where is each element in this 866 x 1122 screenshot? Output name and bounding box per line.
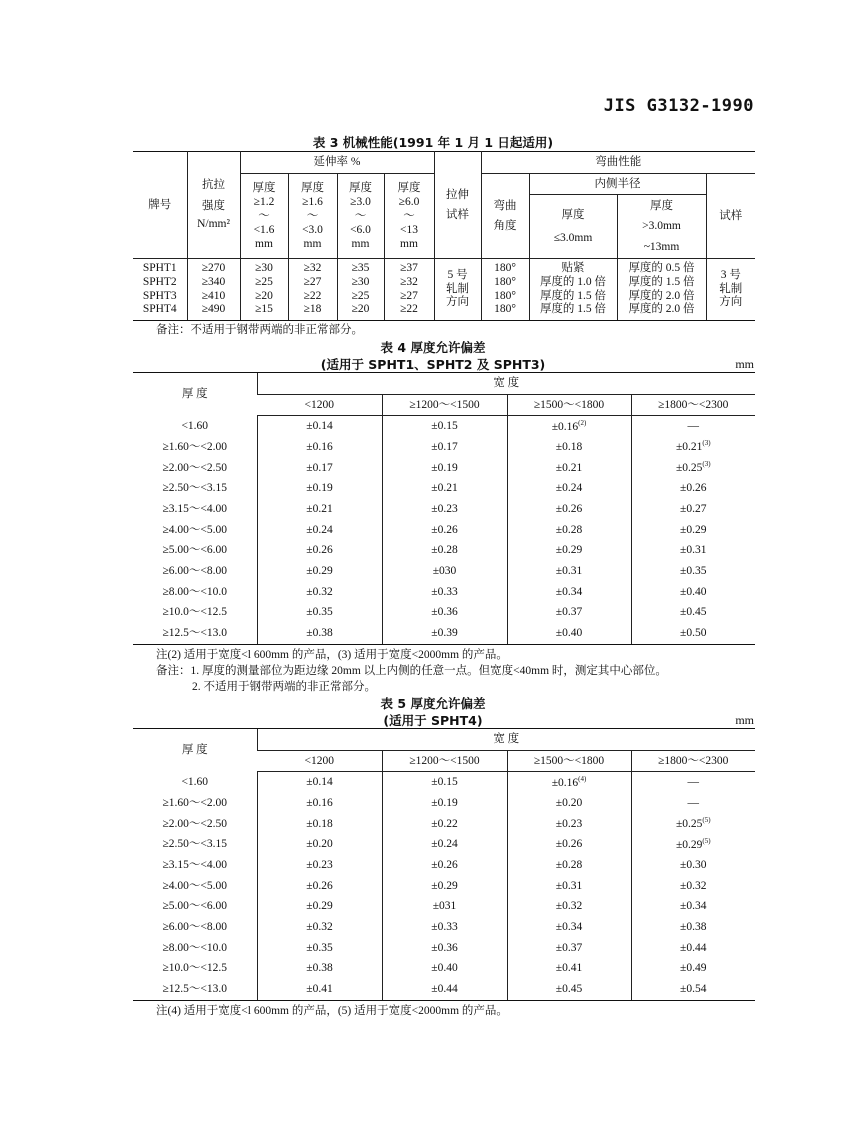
tolerance-cell (257, 813, 382, 834)
tolerance-cell (631, 793, 755, 814)
bend-angle-header: 弯曲 角度 (481, 174, 529, 259)
thickness-cell: ≥5.00～<6.00 (162, 900, 228, 913)
width-col: ≥1500～<1800 (507, 751, 631, 772)
thickness-header: 厚 度 (133, 729, 257, 772)
tolerance-cell (631, 478, 755, 499)
tolerance-cell (257, 437, 382, 458)
bend-specimen-cell: 3 号 轧制 方向 (706, 259, 755, 321)
tolerance-value: ±0.23 (431, 502, 458, 515)
table4-note1: 注(2) 适用于宽度<l 600mm 的产品，(3) 适用于宽度<2000mm 的产品。 (156, 649, 508, 661)
tolerance-value: ±0.16 (306, 796, 333, 809)
tolerance-cell (507, 834, 631, 855)
table-row (133, 416, 755, 437)
table3-title: 表 3 机械性能(1991 年 1 月 1 日起适用) (312, 135, 554, 150)
table-row (133, 772, 755, 793)
tolerance-value: ±0.34 (555, 585, 583, 598)
tolerance-value: ±0.49 (680, 962, 707, 975)
tolerance-cell (382, 917, 507, 938)
thickness-cell: ≥12.5～<13.0 (133, 979, 257, 1000)
table3 (133, 151, 755, 321)
tolerance-value: ±0.31 (680, 544, 707, 557)
radius-col-2: 厚度 >3.0mm ~13mm (617, 195, 706, 259)
tolerance-cell (507, 519, 631, 540)
tolerance-cell (382, 416, 507, 437)
thickness-cell: <1.60 (181, 775, 209, 788)
tolerance-value: ±0.50 (680, 627, 707, 640)
tolerance-cell (257, 834, 382, 855)
tolerance-value: ±0.29 (680, 523, 707, 536)
tolerance-cell (257, 602, 382, 623)
tolerance-cell (507, 540, 631, 561)
tolerance-value: ±0.15 (431, 776, 458, 789)
footnote-ref: (3) (702, 460, 711, 469)
document-header: JIS G3132-1990 (603, 96, 754, 116)
tolerance-value: ±0.19 (306, 482, 333, 495)
footnote-ref: (5) (702, 836, 711, 845)
tolerance-cell (631, 519, 755, 540)
table-row (133, 875, 755, 896)
thickness-cell: ≥4.00～<5.00 (162, 879, 228, 892)
radius-col-1: 厚度 ≤3.0mm (529, 195, 617, 259)
tolerance-cell (257, 896, 382, 917)
table-row (133, 834, 755, 855)
tolerance-cell (631, 958, 755, 979)
tolerance-value: ±0.26 (555, 502, 583, 515)
tolerance-cell (257, 855, 382, 876)
tolerance-value: ±0.37 (555, 941, 583, 954)
table-row (133, 938, 755, 959)
table-row (133, 478, 755, 499)
tolerance-value: ±0.21 (431, 482, 458, 495)
table-row (133, 457, 755, 478)
tolerance-cell (382, 793, 507, 814)
tolerance-cell (382, 958, 507, 979)
tolerance-value: ±0.26 (306, 544, 333, 557)
tolerance-cell (631, 582, 755, 603)
elong-col-1: 厚度 ≥1.2 ～ <1.6 mm (240, 174, 288, 259)
table-row (133, 623, 755, 644)
elong-col-4: 厚度 ≥6.0 ～ <13 mm (384, 174, 434, 259)
tolerance-value: ±0.23 (555, 817, 583, 830)
elongation-header: 延伸率 % (240, 152, 434, 174)
tolerance-value: ±0.18 (555, 440, 583, 453)
tolerance-value: ±0.20 (306, 838, 333, 851)
tensile-specimen-cell: 5 号 轧制 方向 (434, 259, 481, 321)
tolerance-value: ±0.24 (306, 523, 333, 536)
tolerance-value: ±0.45 (555, 983, 583, 996)
tolerance-cell (631, 623, 755, 644)
tolerance-value: ±0.44 (431, 983, 458, 996)
tolerance-cell (631, 896, 755, 917)
thickness-cell: ≥3.15～<4.00 (162, 502, 228, 515)
tolerance-value: ±0.24 (431, 838, 458, 851)
tolerance-value: ±0.18 (306, 817, 333, 830)
tolerance-cell (507, 623, 631, 644)
tolerance-value: ±0.22 (431, 817, 458, 830)
tolerance-cell (631, 602, 755, 623)
tolerance-value: ±0.34 (680, 900, 707, 913)
table5-subtitle: (适用于 SPHT4) (383, 713, 483, 728)
tolerance-cell (257, 582, 382, 603)
tolerance-value: ±0.28 (555, 858, 583, 871)
tolerance-cell (382, 540, 507, 561)
tolerance-cell (507, 416, 631, 437)
tolerance-value: ±0.31 (555, 879, 583, 892)
table5-unit: mm (735, 713, 754, 727)
tolerance-value: ±0.14 (306, 420, 333, 433)
tolerance-cell (507, 437, 631, 458)
tolerance-value: ±0.17 (431, 440, 458, 453)
tolerance-cell (631, 875, 755, 896)
tolerance-value: ±0.32 (680, 879, 707, 892)
tolerance-cell (257, 623, 382, 644)
table-row (133, 896, 755, 917)
tolerance-value: ±0.35 (306, 606, 333, 619)
tolerance-value: ±0.45 (680, 606, 707, 619)
elong1-cell: ≥30 ≥25 ≥20 ≥15 (240, 259, 288, 321)
table-row (133, 519, 755, 540)
tolerance-value: ±0.29 (306, 564, 333, 577)
tolerance-cell (507, 602, 631, 623)
tolerance-cell (507, 938, 631, 959)
tolerance-value: ±0.19 (431, 796, 458, 809)
tolerance-cell (257, 499, 382, 520)
width-header: 宽 度 (257, 729, 755, 751)
tolerance-cell (507, 457, 631, 478)
tolerance-cell (507, 478, 631, 499)
width-col: ≥1800～<2300 (631, 395, 755, 416)
tolerance-value: ±0.28 (431, 544, 458, 557)
table-row (133, 855, 755, 876)
tolerance-cell (257, 540, 382, 561)
thickness-cell: ≥8.00～<10.0 (162, 941, 228, 954)
thickness-cell: ≥4.00～<5.00 (162, 523, 228, 536)
thickness-cell: ≥5.00～<6.00 (162, 544, 228, 557)
width-col: ≥1500～<1800 (507, 395, 631, 416)
tolerance-value: ±030 (432, 564, 457, 577)
tolerance-value: ±0.40 (431, 962, 458, 975)
tolerance-value: ±031 (432, 900, 457, 913)
tolerance-cell (382, 457, 507, 478)
width-col: ≥1200～<1500 (382, 751, 507, 772)
tolerance-cell (257, 875, 382, 896)
tolerance-cell (382, 602, 507, 623)
thickness-cell: ≥6.00～<8.00 (162, 564, 228, 577)
width-col: <1200 (257, 395, 382, 416)
table-row (133, 602, 755, 623)
tolerance-value: ±0.30 (680, 858, 707, 871)
tolerance-value: ±0.26 (306, 879, 333, 892)
tolerance-value: ±0.21 (675, 441, 703, 454)
tolerance-cell (631, 855, 755, 876)
tensile-header: 抗拉 强度 N/mm² (187, 152, 240, 259)
thickness-cell: ≥1.60～<2.00 (162, 440, 228, 453)
tolerance-value: ±0.40 (680, 585, 707, 598)
tolerance-value: ±0.41 (306, 983, 333, 996)
tolerance-value: ±0.29 (431, 879, 458, 892)
table5 (133, 728, 755, 1001)
footnote-ref: (3) (702, 439, 711, 448)
tolerance-cell (382, 499, 507, 520)
thickness-cell: ≥12.5～<13.0 (133, 623, 257, 644)
tolerance-value: ±0.29 (675, 838, 703, 851)
table-row (133, 582, 755, 603)
tolerance-cell (507, 979, 631, 1000)
tolerance-value: ±0.14 (306, 776, 333, 789)
tolerance-cell (257, 478, 382, 499)
tolerance-value: ±0.20 (555, 796, 583, 809)
tolerance-cell (382, 561, 507, 582)
tolerance-value: ±0.37 (555, 606, 583, 619)
tolerance-value: — (687, 796, 699, 809)
tolerance-cell (382, 582, 507, 603)
elong3-cell: ≥35 ≥30 ≥25 ≥20 (337, 259, 384, 321)
tolerance-value: ±0.27 (680, 502, 707, 515)
tolerance-value: — (687, 420, 699, 433)
thickness-cell: ≥10.0～<12.5 (162, 962, 228, 975)
tolerance-value: ±0.16 (551, 776, 579, 789)
tolerance-cell (507, 561, 631, 582)
table-row (133, 793, 755, 814)
tolerance-cell (382, 855, 507, 876)
tolerance-cell (631, 772, 755, 793)
thickness-cell: ≥1.60～<2.00 (162, 796, 228, 809)
thickness-cell: ≥6.00～<8.00 (162, 920, 228, 933)
tolerance-value: ±0.35 (680, 564, 707, 577)
tolerance-cell (631, 457, 755, 478)
tolerance-value: ±0.31 (555, 564, 583, 577)
tolerance-value: ±0.26 (555, 838, 583, 851)
tolerance-cell (631, 917, 755, 938)
tolerance-cell (382, 979, 507, 1000)
thickness-cell: ≥2.00～<2.50 (162, 817, 228, 830)
tolerance-value: ±0.26 (680, 482, 707, 495)
tensile-cell: ≥270 ≥340 ≥410 ≥490 (187, 259, 240, 321)
tolerance-cell (631, 540, 755, 561)
thickness-header: 厚 度 (133, 373, 257, 416)
brands-cell: SPHT1 SPHT2 SPHT3 SPHT4 (133, 259, 187, 321)
tolerance-cell (257, 772, 382, 793)
tolerance-value: ±0.21 (555, 461, 583, 474)
tolerance-value: ±0.17 (306, 461, 333, 474)
tolerance-cell (631, 938, 755, 959)
table-row (133, 437, 755, 458)
tolerance-value: ±0.33 (431, 585, 458, 598)
tolerance-cell (257, 958, 382, 979)
elong2-cell: ≥32 ≥27 ≥22 ≥18 (288, 259, 337, 321)
thickness-cell: <1.60 (181, 419, 209, 432)
tolerance-value: ±0.21 (306, 502, 333, 515)
tolerance-cell (382, 938, 507, 959)
tolerance-cell (382, 772, 507, 793)
tolerance-value: ±0.24 (555, 482, 583, 495)
tolerance-value: ±0.34 (555, 920, 583, 933)
radius1-cell: 贴紧 厚度的 1.0 倍 厚度的 1.5 倍 厚度的 1.5 倍 (529, 259, 617, 321)
tolerance-cell (631, 561, 755, 582)
tolerance-value: ±0.32 (306, 920, 333, 933)
elong-col-2: 厚度 ≥1.6 ～ <3.0 mm (288, 174, 337, 259)
tolerance-value: ±0.35 (306, 941, 333, 954)
tolerance-cell (631, 437, 755, 458)
table4-unit: mm (735, 357, 754, 371)
tolerance-cell (507, 499, 631, 520)
table3-note: 备注：不适用于钢带两端的非正常部分。 (156, 324, 363, 336)
tolerance-cell (631, 499, 755, 520)
thickness-cell: ≥3.15～<4.00 (162, 858, 228, 871)
width-col: ≥1200～<1500 (382, 395, 507, 416)
thickness-cell: ≥2.50～<3.15 (162, 838, 228, 851)
tolerance-cell (507, 813, 631, 834)
table5-note1: 注(4) 适用于宽度<l 600mm 的产品，(5) 适用于宽度<2000mm 的产品。 (156, 1005, 508, 1017)
tolerance-value: ±0.40 (555, 627, 583, 640)
tolerance-value: ±0.32 (555, 900, 583, 913)
thickness-cell: ≥2.50～<3.15 (162, 482, 228, 495)
tolerance-cell (631, 834, 755, 855)
table-row (133, 499, 755, 520)
tolerance-cell (507, 896, 631, 917)
tolerance-cell (382, 623, 507, 644)
tolerance-cell (382, 519, 507, 540)
tolerance-value: — (687, 776, 699, 789)
tolerance-value: ±0.36 (431, 941, 458, 954)
bend-header: 弯曲性能 (481, 152, 755, 174)
table-row (133, 979, 755, 1000)
table4-title: 表 4 厚度允许偏差 (380, 340, 486, 355)
tolerance-value: ±0.16 (306, 440, 333, 453)
tolerance-cell (631, 979, 755, 1000)
tolerance-value: ±0.38 (306, 627, 333, 640)
tolerance-value: ±0.29 (306, 900, 333, 913)
table4-note3: 2. 不适用于钢带两端的非正常部分。 (192, 681, 376, 693)
radius2-cell: 厚度的 0.5 倍 厚度的 1.5 倍 厚度的 2.0 倍 厚度的 2.0 倍 (617, 259, 706, 321)
tolerance-value: ±0.38 (680, 920, 707, 933)
elong4-cell: ≥37 ≥32 ≥27 ≥22 (384, 259, 434, 321)
tolerance-cell (507, 793, 631, 814)
tensile-specimen-header: 拉伸 试样 (434, 152, 481, 259)
table4-note2: 备注：1. 厚度的测量部位为距边缘 20mm 以上内侧的任意一点。但宽度<40mm 时，测定其中心部位。 (156, 665, 667, 677)
tolerance-cell (382, 478, 507, 499)
tolerance-cell (507, 958, 631, 979)
tolerance-cell (507, 855, 631, 876)
width-col: ≥1800～<2300 (631, 751, 755, 772)
tolerance-cell (257, 519, 382, 540)
tolerance-value: ±0.29 (555, 544, 583, 557)
tolerance-cell (382, 437, 507, 458)
width-col: <1200 (257, 751, 382, 772)
tolerance-value: ±0.16 (551, 420, 579, 433)
tolerance-cell (382, 875, 507, 896)
tolerance-value: ±0.25 (675, 818, 703, 831)
tolerance-cell (257, 793, 382, 814)
tolerance-value: ±0.36 (431, 606, 458, 619)
tolerance-cell (382, 896, 507, 917)
table4-subtitle: (适用于 SPHT1、SPHT2 及 SPHT3) (320, 357, 546, 372)
tolerance-value: ±0.25 (675, 462, 703, 475)
tolerance-value: ±0.19 (431, 461, 458, 474)
tolerance-cell (257, 938, 382, 959)
tolerance-value: ±0.28 (555, 523, 583, 536)
footnote-ref: (2) (578, 418, 587, 427)
table-row (133, 958, 755, 979)
tolerance-value: ±0.33 (431, 920, 458, 933)
brand-header: 牌号 (133, 152, 187, 259)
tolerance-cell (507, 582, 631, 603)
tolerance-cell (257, 416, 382, 437)
tolerance-cell (631, 813, 755, 834)
tolerance-value: ±0.38 (306, 962, 333, 975)
tolerance-value: ±0.26 (431, 523, 458, 536)
bend-angle-cell: 180° 180° 180° 180° (481, 259, 529, 321)
tolerance-value: ±0.23 (306, 858, 333, 871)
tolerance-value: ±0.26 (431, 858, 458, 871)
tolerance-cell (631, 416, 755, 437)
tolerance-cell (257, 561, 382, 582)
thickness-cell: ≥8.00～<10.0 (162, 585, 228, 598)
tolerance-cell (257, 917, 382, 938)
table-row (133, 561, 755, 582)
tolerance-cell (507, 875, 631, 896)
tolerance-cell (257, 457, 382, 478)
tolerance-cell (257, 979, 382, 1000)
tolerance-cell (382, 834, 507, 855)
footnote-ref: (5) (702, 816, 711, 825)
table-row (133, 917, 755, 938)
elong-col-3: 厚度 ≥3.0 ～ <6.0 mm (337, 174, 384, 259)
footnote-ref: (4) (578, 774, 587, 783)
tolerance-cell (382, 813, 507, 834)
thickness-cell: ≥2.00～<2.50 (162, 461, 228, 474)
tolerance-value: ±0.54 (680, 983, 707, 996)
tolerance-value: ±0.41 (555, 962, 583, 975)
tolerance-value: ±0.15 (431, 420, 458, 433)
tolerance-cell (507, 772, 631, 793)
tolerance-value: ±0.44 (680, 941, 707, 954)
table-row (133, 540, 755, 561)
tolerance-value: ±0.32 (306, 585, 333, 598)
inner-radius-header: 内侧半径 (529, 174, 706, 195)
width-header: 宽 度 (257, 373, 755, 395)
table5-title: 表 5 厚度允许偏差 (380, 696, 486, 711)
table-row (133, 813, 755, 834)
bend-specimen-header: 试样 (706, 174, 755, 259)
tolerance-value: ±0.39 (431, 627, 458, 640)
table4 (133, 372, 755, 645)
tolerance-cell (507, 917, 631, 938)
thickness-cell: ≥10.0～<12.5 (162, 606, 228, 619)
